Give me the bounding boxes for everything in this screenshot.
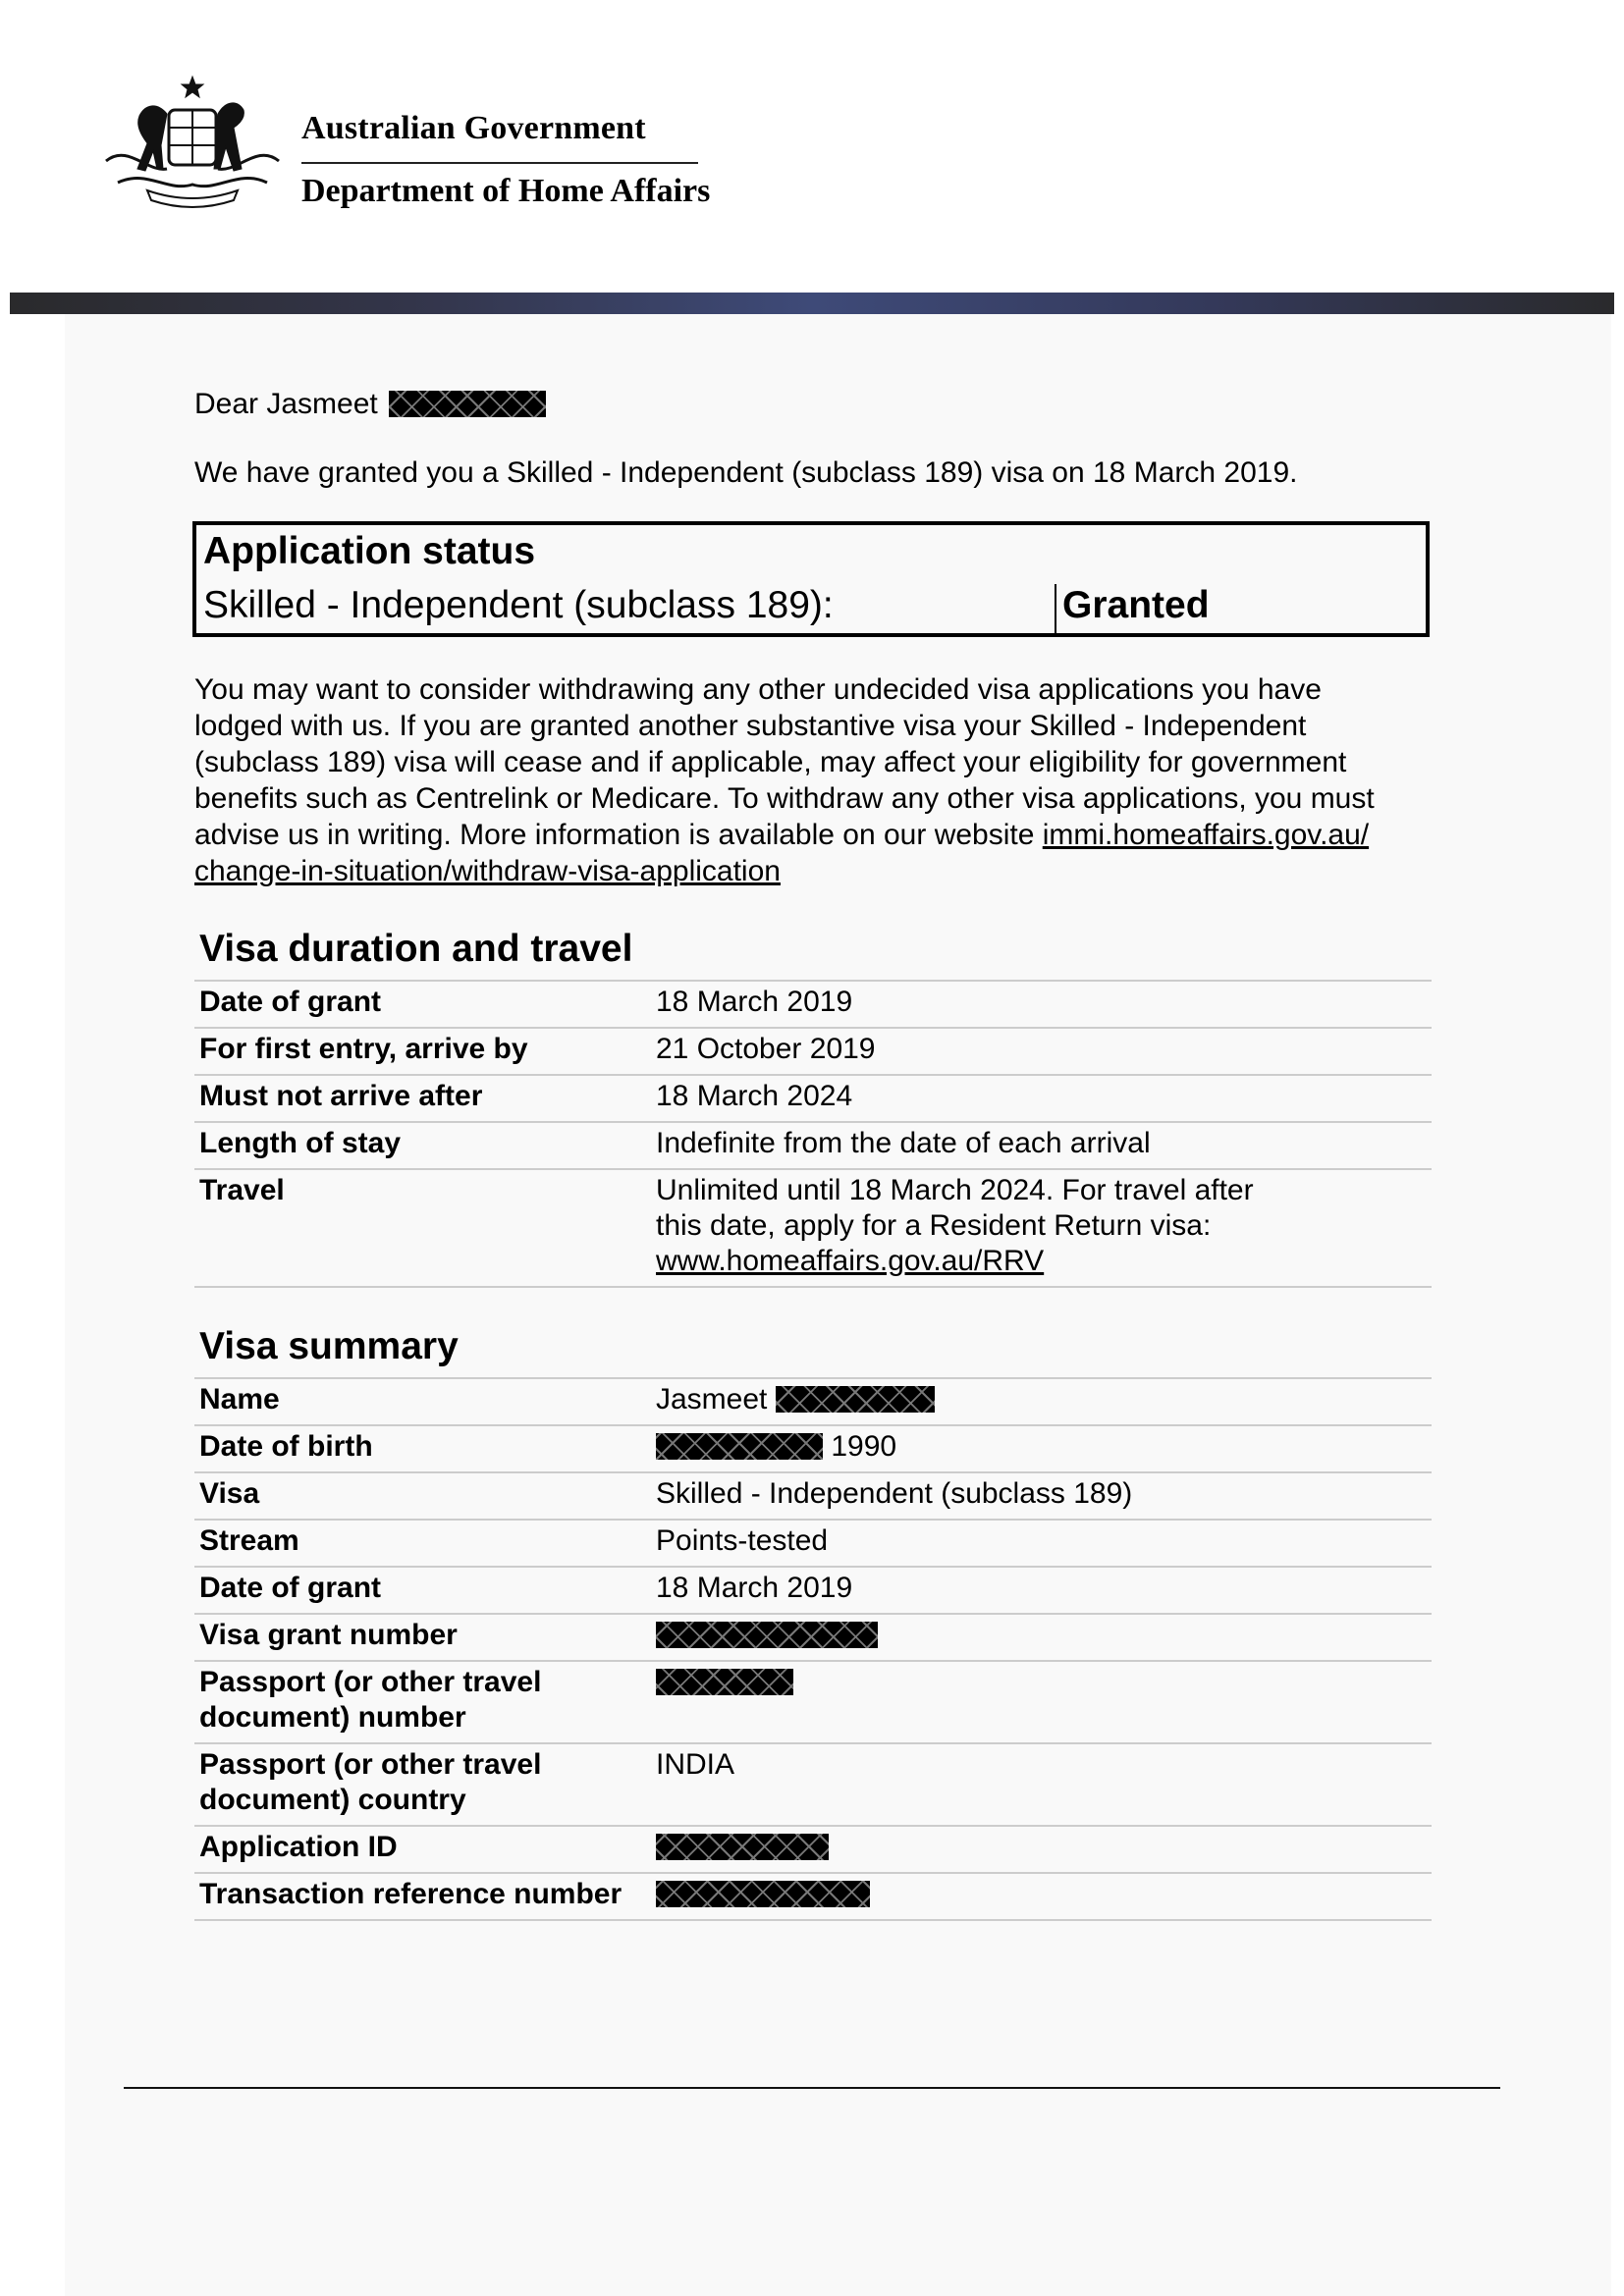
government-name: Australian Government: [301, 110, 646, 146]
section-title-summary: Visa summary: [199, 1325, 459, 1367]
table-row: Transaction reference number: [194, 1874, 1432, 1921]
letterhead: [0, 0, 1624, 293]
summary-table: [194, 1377, 1432, 1921]
redacted-application-id: [656, 1834, 829, 1860]
table-row: Length of stay Indefinite from the date of each arrival: [194, 1123, 1432, 1170]
table-row: Passport (or other travel document) number: [194, 1662, 1432, 1744]
status-value: Granted: [1062, 584, 1210, 626]
department-name: Department of Home Affairs: [301, 173, 711, 209]
table-row: Date of grant 18 March 2019: [194, 982, 1432, 1029]
table-row: Stream Points-tested: [194, 1521, 1432, 1568]
table-row: Travel Unlimited until 18 March 2024. For travel after this date, apply for a Resident Return visa: www.homeaffairs.gov.au/RRV: [194, 1170, 1432, 1288]
grant-intro: We have granted you a Skilled - Independent (subclass 189) visa on 18 March 2019.: [194, 456, 1298, 489]
duration-table: [194, 980, 1432, 1288]
header-divider: [301, 162, 698, 164]
table-row: Visa grant number: [194, 1615, 1432, 1662]
footer-divider: [124, 2087, 1500, 2089]
table-row: Passport (or other travel document) country INDIA: [194, 1744, 1432, 1827]
withdrawal-notice: You may want to consider withdrawing any other undecided visa applications you have lodged with us. If you are granted another substantive visa your Skilled - Independent (subclass 189) visa will cease and if applicable, may affect your eligibility for government benefits such as Centrelink or Medicare. To withdraw any other visa applications, you must advise us in writing. More information is available on our website immi.homeaffairs.gov.au/ change-in-situation/withdraw-visa-application: [194, 673, 1375, 887]
header-band: [10, 293, 1614, 314]
redacted-surname: [776, 1386, 935, 1413]
redacted-birth-date: [656, 1433, 823, 1460]
coat-of-arms-icon: [98, 75, 287, 216]
withdraw-info-link-continued[interactable]: change-in-situation/withdraw-visa-application: [194, 855, 781, 887]
redacted-grant-number: [656, 1622, 878, 1648]
application-status-box: [192, 521, 1430, 637]
redacted-transaction-reference: [656, 1881, 870, 1907]
salutation: Dear Jasmeet: [194, 386, 546, 422]
resident-return-visa-link[interactable]: www.homeaffairs.gov.au/RRV: [656, 1245, 1045, 1277]
table-row: Visa Skilled - Independent (subclass 189): [194, 1473, 1432, 1521]
section-title-duration: Visa duration and travel: [199, 928, 633, 970]
status-title: Application status: [203, 530, 536, 572]
table-row: Date of birth 1990: [194, 1426, 1432, 1473]
table-row: Date of grant 18 March 2019: [194, 1568, 1432, 1615]
status-label: Skilled - Independent (subclass 189):: [203, 584, 834, 626]
redacted-passport-number: [656, 1669, 793, 1695]
withdraw-info-link[interactable]: immi.homeaffairs.gov.au/: [1042, 819, 1370, 851]
table-row: For first entry, arrive by 21 October 2019: [194, 1029, 1432, 1076]
table-row: Name Jasmeet: [194, 1379, 1432, 1426]
status-divider: [1055, 584, 1056, 637]
table-row: Must not arrive after 18 March 2024: [194, 1076, 1432, 1123]
table-row: Application ID: [194, 1827, 1432, 1874]
redacted-surname: [389, 391, 546, 417]
